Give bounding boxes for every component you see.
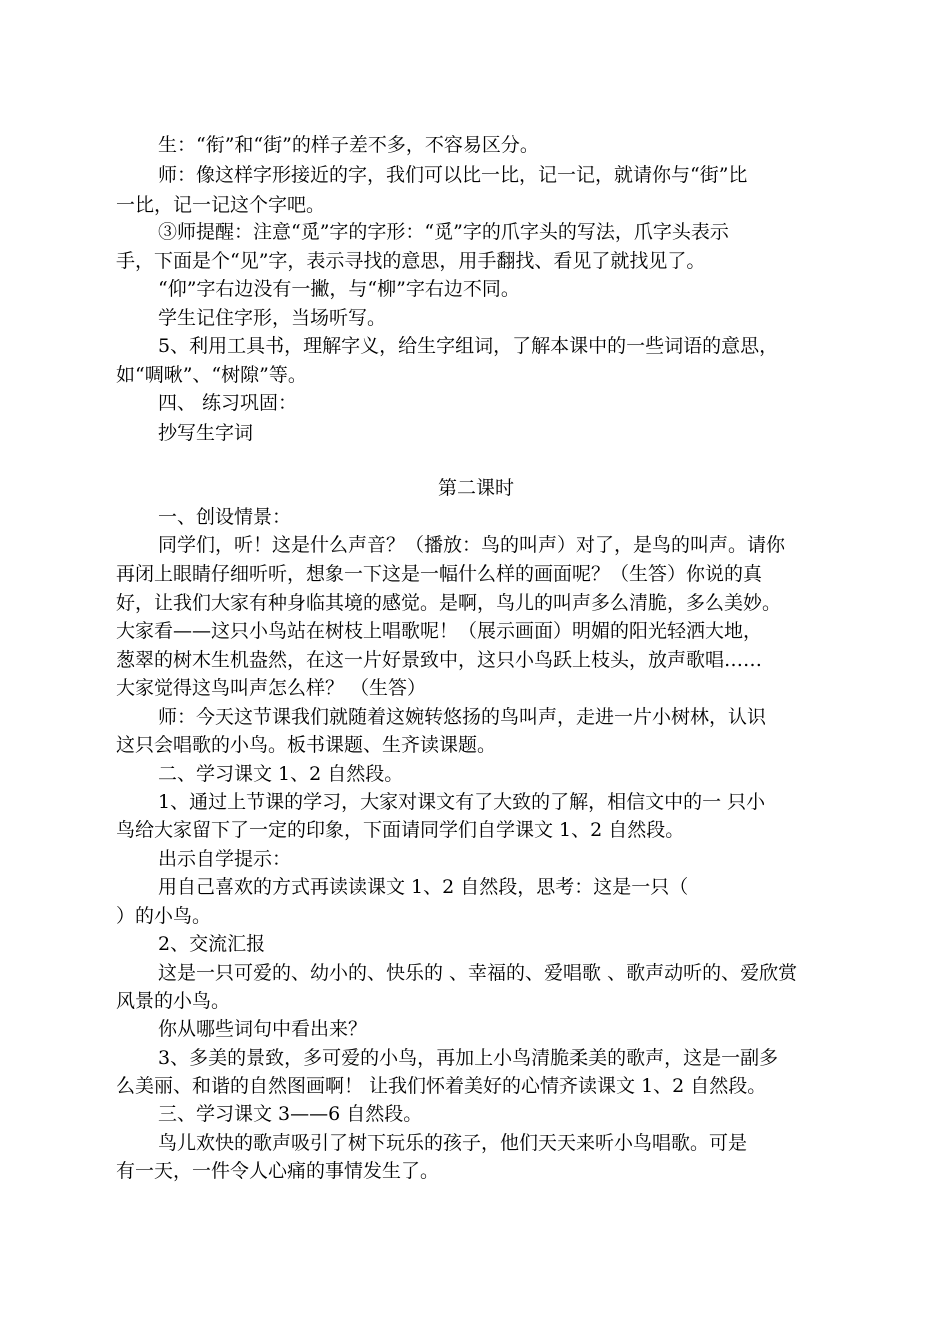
lesson-title: 第二课时	[437, 477, 514, 499]
text-line: 再闭上眼睛仔细听听，想象一下这是一幅什么样的画面呢？（生答）你说的真	[116, 563, 763, 585]
text-line: 鸟儿欢快的歌声吸引了树下玩乐的孩子，他们天天来听小鸟唱歌。可是	[158, 1132, 748, 1154]
text-line: 有一天，一件令人心痛的事情发生了。	[116, 1160, 440, 1182]
text-line: 同学们，听！这是什么声音？（播放：鸟的叫声）对了，是鸟的叫声。请你	[158, 534, 786, 556]
text-line: 用自己喜欢的方式再读读课文 1、2 自然段，思考：这是一只（	[158, 876, 689, 898]
text-line: 3、多美的景致，多可爱的小鸟，再加上小鸟清脆柔美的歌声，这是一副多	[158, 1047, 779, 1069]
text-line: 么美丽、和谐的自然图画啊！ 让我们怀着美好的心情齐读课文 1、2 自然段。	[116, 1075, 767, 1097]
section-heading: 四、 练习巩固：	[158, 392, 298, 414]
text-line: 大家觉得这鸟叫声怎么样？ （生答）	[116, 677, 427, 699]
text-line: 5、利用工具书，理解字义，给生字组词，了解本课中的一些词语的意思，	[158, 335, 779, 357]
text-line: 1、通过上节课的学习，大家对课文有了大致的了解，相信文中的一 只小	[158, 791, 766, 813]
text-line: 师：今天这节课我们就随着这婉转悠扬的鸟叫声，走进一片小树林，认识	[158, 706, 767, 728]
text-line: 一比，记一记这个字吧。	[116, 194, 326, 216]
text-line: 葱翠的树木生机盎然，在这一片好景致中，这只小鸟跃上枝头，放声歌唱……	[116, 649, 763, 671]
text-line: 学生记住字形，当场听写。	[158, 307, 387, 329]
section-heading: 一、创设情景：	[158, 506, 292, 528]
section-heading: 二、学习课文 1、2 自然段。	[158, 763, 404, 785]
text-line: 风景的小鸟。	[116, 990, 231, 1012]
text-line: 师：像这样字形接近的字，我们可以比一比，记一记，就请你与“街”比	[158, 164, 748, 186]
section-heading: 三、学习课文 3——6 自然段。	[158, 1103, 423, 1125]
text-line: 这只会唱歌的小鸟。板书课题、生齐读课题。	[116, 734, 497, 756]
text-line: 你从哪些词句中看出来？	[158, 1018, 368, 1040]
text-line: 好，让我们大家有种身临其境的感觉。是啊，鸟儿的叫声多么清脆，多么美妙。	[116, 592, 782, 614]
text-line: 出示自学提示：	[158, 848, 292, 870]
text-line: 抄写生字词	[158, 422, 254, 444]
text-line: 鸟给大家留下了一定的印象，下面请同学们自学课文 1、2 自然段。	[116, 819, 685, 841]
text-line: ）的小鸟。	[116, 905, 212, 927]
text-line: 手，下面是个“见”字，表示寻找的意思，用手翻找、看见了就找见了。	[116, 250, 706, 272]
text-line: ③师提醒：注意“觅”字的字形：“觅”字的爪字头的写法，爪字头表示	[158, 221, 729, 243]
text-line: 2、交流汇报	[158, 933, 266, 955]
text-line: 生：“衔”和“街”的样子差不多，不容易区分。	[158, 134, 539, 156]
text-line: “仰”字右边没有一撇，与“柳”字右边不同。	[158, 278, 520, 300]
text-line: 这是一只可爱的、幼小的、快乐的 、幸福的、爱唱歌 、歌声动听的、爱欣赏	[158, 962, 798, 984]
text-line: 大家看——这只小鸟站在树枝上唱歌呢！（展示画面）明媚的阳光轻洒大地，	[116, 620, 763, 642]
text-line: 如“啁啾”、“树隙”等。	[116, 364, 307, 386]
